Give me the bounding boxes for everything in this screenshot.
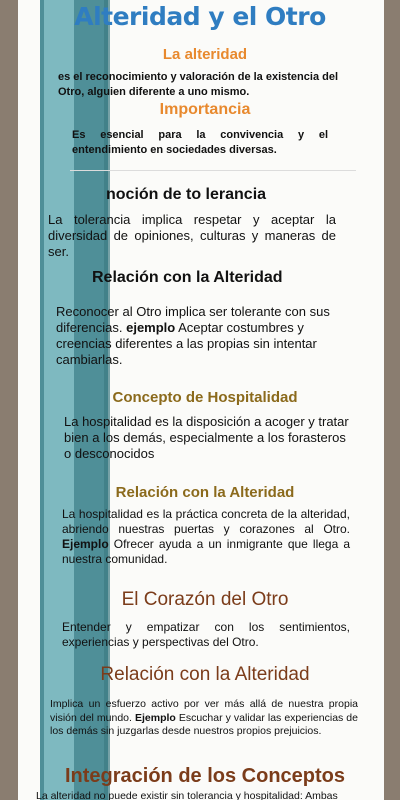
integracion-heading: Integración de los Conceptos (64, 765, 346, 787)
divider (70, 170, 356, 171)
relacion2-text-after: Ofrecer ayuda a un inmigrante que llega a nuestra comunidad. (62, 537, 350, 566)
tolerancia-heading: noción de to lerancia (106, 186, 267, 203)
relacion3-text-before: Implica un esfuerzo activo por ver más allá de nuestra propia visión del mundo. (50, 698, 358, 724)
relacion1-text (56, 304, 348, 368)
importancia-heading: Importancia (159, 101, 251, 118)
relacion2-text (62, 507, 350, 567)
page-title: Alteridad y el Otro (74, 2, 326, 31)
relacion3-text-after: Escuchar y validar las experiencias de los demás sin juzgarlas desde nuestros propios prejuicios. (50, 711, 358, 737)
relacion2-example-label: Ejemplo (62, 537, 109, 551)
integracion-text: La alteridad no puede existir sin tolerancia y hospitalidad: Ambas (36, 790, 338, 800)
relacion1-example-label: ejemplo (126, 320, 176, 335)
relacion2-text-before: La hospitalidad es la práctica concreta de la alteridad, abriendo nuestras puertas y corazones al Otro. (62, 507, 350, 536)
relacion1-text-before: Reconocer al Otro implica ser tolerante con sus diferencias. (56, 304, 330, 335)
relacion1-heading: Relación con la Alteridad (92, 269, 283, 286)
relacion1-text-after: Aceptar costumbres y creencias diferentes a las propias sin intentar cambiarlas. (56, 320, 317, 367)
relacion3-text (50, 698, 358, 739)
tolerancia-text: La tolerancia implica respetar y aceptar la diversidad de opiniones, culturas y maneras de ser. (48, 212, 336, 259)
relacion3-heading: Relación con la Alteridad (100, 664, 310, 685)
relacion3-example-label: Ejemplo (134, 711, 176, 724)
alteridad-heading: La alteridad (162, 46, 248, 63)
hospitalidad-heading: Concepto de Hospitalidad (112, 389, 298, 406)
importancia-text: Es esencial para la convivencia y el entendimiento en sociedades diversas. (72, 129, 328, 156)
relacion2-heading: Relación con la Alteridad (115, 484, 295, 501)
corazon-text: Entender y empatizar con los sentimientos, experiencias y perspectivas del Otro. (62, 620, 350, 649)
hospitalidad-text: La hospitalidad es la disposición a acoger y tratar bien a los demás, especialmente a los forasteros o desconocidos (64, 414, 349, 461)
alteridad-text: es el reconocimiento y valoración de la existencia del Otro, alguien diferente a uno mismo. (58, 71, 339, 98)
corazon-heading: El Corazón del Otro (121, 589, 289, 610)
